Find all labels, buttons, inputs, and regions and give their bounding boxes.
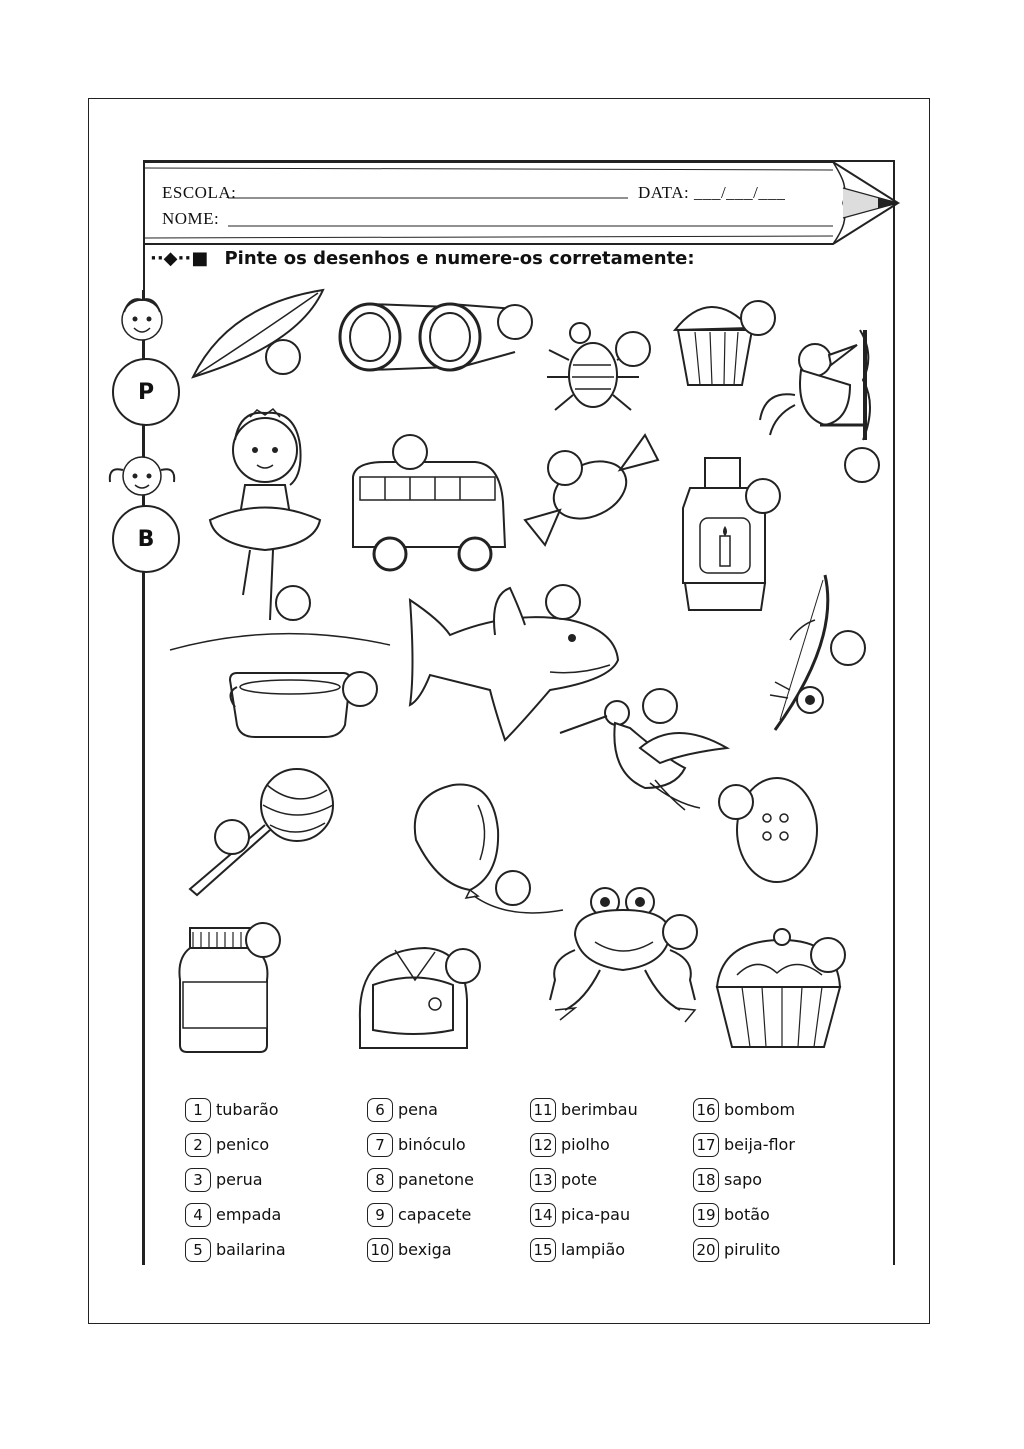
- answer-circle: [393, 435, 427, 469]
- word-number-box: 3: [185, 1168, 211, 1192]
- jar-drawing: [175, 920, 285, 1058]
- answer-circle: [643, 689, 677, 723]
- word-text: tubarão: [216, 1100, 279, 1119]
- word-number-box: 8: [367, 1168, 393, 1192]
- word-text: piolho: [561, 1135, 610, 1154]
- word-number-box: 10: [367, 1238, 393, 1262]
- word-item: [530, 1162, 690, 1197]
- word-item: [185, 1232, 345, 1267]
- nome-label: NOME:: [162, 209, 220, 228]
- word-text: bailarina: [216, 1240, 286, 1259]
- answer-circle: [343, 672, 377, 706]
- button-drawing: [712, 770, 822, 888]
- word-number-box: 5: [185, 1238, 211, 1262]
- word-number-box: 18: [693, 1168, 719, 1192]
- word-text: pirulito: [724, 1240, 781, 1259]
- word-number-box: 19: [693, 1203, 719, 1227]
- word-number-box: 2: [185, 1133, 211, 1157]
- word-column-3: [530, 1092, 690, 1267]
- instruction-text: Pinte os desenhos e numere-os corretamente:: [224, 248, 695, 269]
- answer-circle: [546, 585, 580, 619]
- word-item: [367, 1162, 527, 1197]
- left-rail: [142, 290, 144, 1265]
- word-item: [530, 1232, 690, 1267]
- answer-circle: [746, 479, 780, 513]
- word-text: sapo: [724, 1170, 763, 1189]
- cupcake-drawing: [712, 925, 852, 1053]
- word-text: pena: [398, 1100, 438, 1119]
- potty-drawing: [225, 665, 385, 745]
- boy-face-icon: [112, 292, 172, 352]
- word-text: botão: [724, 1205, 770, 1224]
- word-text: bexiga: [398, 1240, 452, 1259]
- answer-circle: [811, 938, 845, 972]
- ground-line: [168, 625, 393, 655]
- word-number-box: 15: [530, 1238, 556, 1262]
- word-number-box: 9: [367, 1203, 393, 1227]
- word-number-box: 13: [530, 1168, 556, 1192]
- word-item: [693, 1197, 853, 1232]
- word-item: [693, 1162, 853, 1197]
- word-text: penico: [216, 1135, 270, 1154]
- answer-circle: [616, 332, 650, 366]
- word-text: berimbau: [561, 1100, 638, 1119]
- word-text: pica-pau: [561, 1205, 631, 1224]
- answer-circle: [215, 820, 249, 854]
- word-list: [185, 1092, 865, 1264]
- word-text: bombom: [724, 1100, 796, 1119]
- word-item: [185, 1162, 345, 1197]
- word-item: [530, 1127, 690, 1162]
- word-item: [367, 1197, 527, 1232]
- word-item: [185, 1127, 345, 1162]
- pencil-header: [143, 158, 903, 248]
- word-item: [530, 1197, 690, 1232]
- answer-circle: [496, 871, 530, 905]
- louse-drawing: [545, 315, 655, 415]
- word-text: panetone: [398, 1170, 474, 1189]
- answer-circle: [548, 451, 582, 485]
- word-text: capacete: [398, 1205, 472, 1224]
- word-text: empada: [216, 1205, 282, 1224]
- escola-label: ESCOLA:: [162, 183, 237, 202]
- word-text: lampião: [561, 1240, 626, 1259]
- binoculars-drawing: [335, 297, 540, 377]
- word-column-4: [693, 1092, 853, 1267]
- word-number-box: 6: [367, 1098, 393, 1122]
- data-label: DATA: ___/___/___: [638, 183, 786, 202]
- word-item: [185, 1092, 345, 1127]
- berimbau-drawing: [760, 570, 875, 735]
- word-item: [185, 1197, 345, 1232]
- word-number-box: 20: [693, 1238, 719, 1262]
- word-column-2: [367, 1092, 527, 1267]
- word-item: [530, 1092, 690, 1127]
- word-number-box: 4: [185, 1203, 211, 1227]
- word-item: [693, 1092, 853, 1127]
- word-text: perua: [216, 1170, 263, 1189]
- hummingbird-drawing: [555, 688, 730, 813]
- word-item: [367, 1232, 527, 1267]
- word-number-box: 12: [530, 1133, 556, 1157]
- answer-circle: [446, 949, 480, 983]
- word-text: pote: [561, 1170, 598, 1189]
- word-item: [367, 1092, 527, 1127]
- word-item: [693, 1127, 853, 1162]
- word-number-box: 17: [693, 1133, 719, 1157]
- answer-circle: [246, 923, 280, 957]
- frog-drawing: [545, 880, 705, 1038]
- instruction: [150, 248, 695, 269]
- balloon-drawing: [408, 780, 568, 925]
- feather-drawing: [188, 285, 328, 385]
- candy-drawing: [520, 430, 660, 550]
- word-number-box: 7: [367, 1133, 393, 1157]
- girl-face-icon: [106, 448, 178, 508]
- answer-circle: [276, 586, 310, 620]
- answer-circle: [845, 448, 879, 482]
- helmet-drawing: [355, 940, 485, 1058]
- word-number-box: 14: [530, 1203, 556, 1227]
- word-number-box: 11: [530, 1098, 556, 1122]
- word-text: binóculo: [398, 1135, 466, 1154]
- answer-circle: [266, 340, 300, 374]
- word-item: [367, 1127, 527, 1162]
- instruction-bullet: ··◆··■: [150, 248, 209, 269]
- word-number-box: 16: [693, 1098, 719, 1122]
- van-drawing: [345, 432, 510, 582]
- letter-b-circle: B: [112, 505, 180, 573]
- word-text: beija-flor: [724, 1135, 795, 1154]
- ballerina-drawing: [195, 405, 345, 645]
- answer-circle: [663, 915, 697, 949]
- answer-circle: [831, 631, 865, 665]
- answer-circle: [719, 785, 753, 819]
- word-number-box: 1: [185, 1098, 211, 1122]
- word-item: [693, 1232, 853, 1267]
- answer-circle: [498, 305, 532, 339]
- lollipop-drawing: [185, 765, 340, 905]
- word-column-1: [185, 1092, 345, 1267]
- letter-p-circle: P: [112, 358, 180, 426]
